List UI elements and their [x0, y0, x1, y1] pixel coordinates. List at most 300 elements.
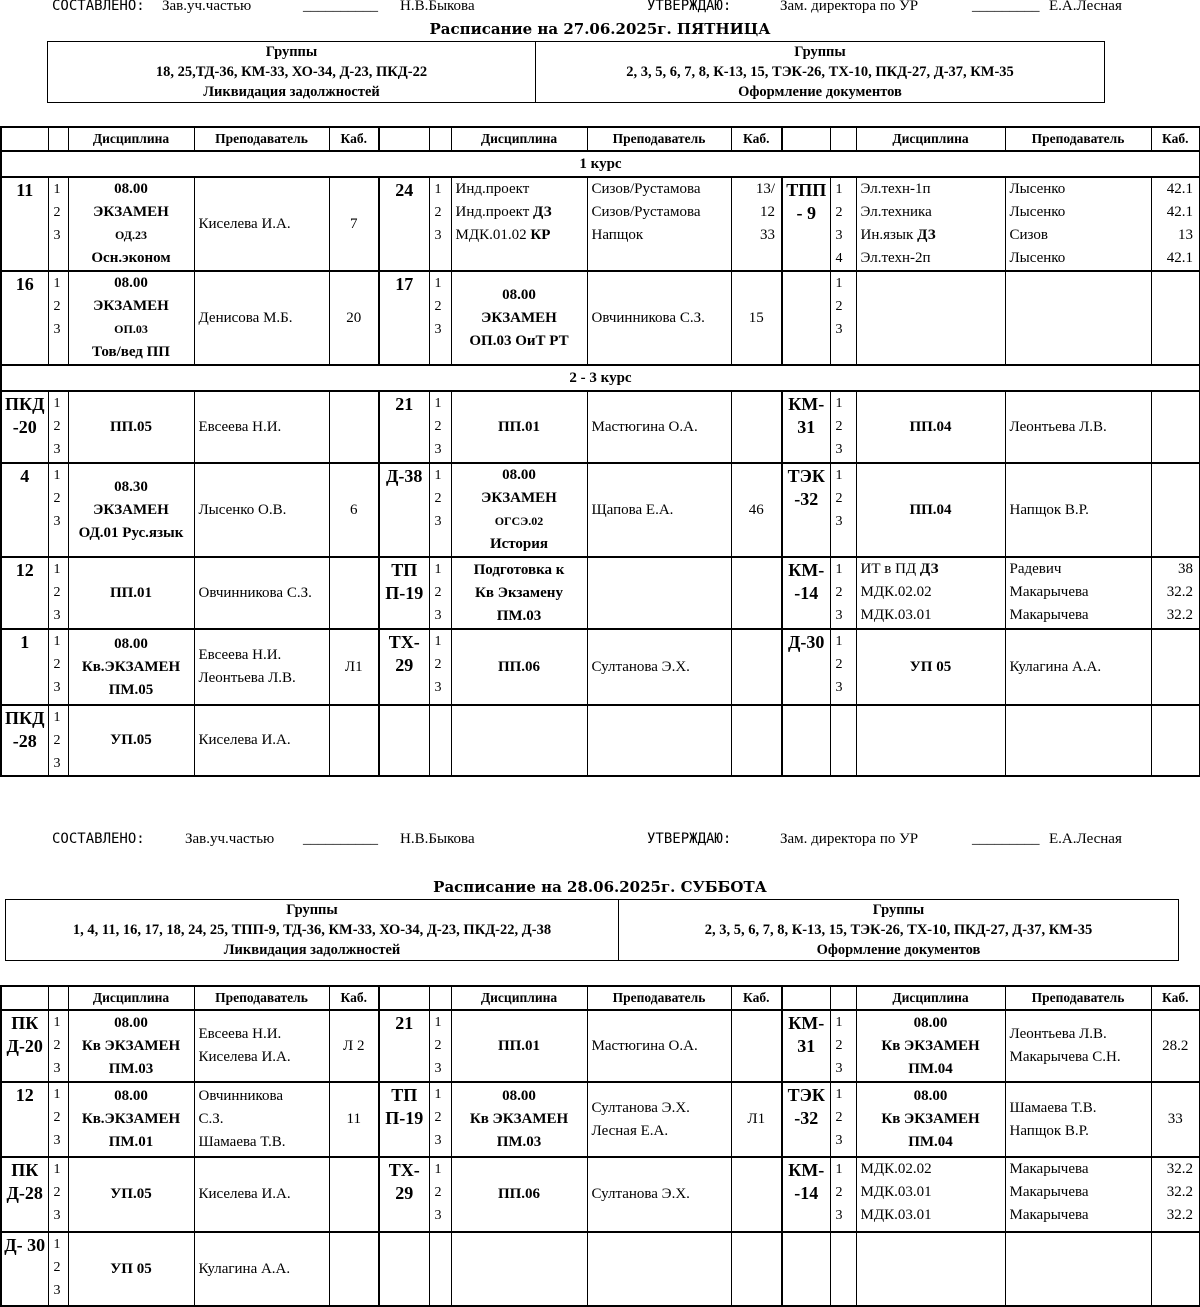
- group-code: 21: [379, 391, 429, 463]
- discipline-line: ЭКЗАМЕН: [93, 204, 169, 220]
- room: [1151, 391, 1200, 463]
- discipline-line: ОП.03 ОиТ РТ: [469, 332, 569, 349]
- discipline-line: Тов/вед ПП: [92, 344, 170, 360]
- teacher: [1005, 1010, 1151, 1082]
- room-line: 38: [1178, 561, 1193, 577]
- groups-left: [48, 42, 536, 103]
- group-code: ПКД -20: [1, 391, 48, 463]
- teacher: Мастюгина О.А.: [587, 1010, 731, 1082]
- discipline-line: ПП.04: [909, 501, 952, 518]
- teacher: [194, 1082, 329, 1157]
- discipline: [856, 1232, 1005, 1306]
- teacher-line: Макарычева: [1009, 1207, 1089, 1223]
- groups-left-note: Ликвидация задолжностей: [203, 84, 380, 100]
- room: 28.2: [1151, 1010, 1200, 1082]
- discipline-line: Эл.техн-1п: [860, 181, 931, 197]
- discipline: [856, 463, 1005, 557]
- group-code: ПК Д-20: [1, 1010, 48, 1082]
- header-group: [782, 127, 830, 151]
- group-code: ТП П-19: [379, 1082, 429, 1157]
- lesson-number: 3: [434, 514, 442, 529]
- discipline-line: Кв.ЭКЗАМЕН: [81, 658, 181, 675]
- lesson-numbers: [830, 391, 856, 463]
- header-room: Каб.: [1151, 127, 1200, 151]
- lesson-number: 1: [53, 1015, 61, 1030]
- teacher: [1005, 177, 1151, 271]
- lesson-number: 2: [434, 299, 442, 314]
- discipline-line: ПП.05: [109, 418, 153, 435]
- teacher-line: Киселева И.А.: [198, 1049, 291, 1065]
- discipline-line: ПМ.03: [108, 1060, 154, 1077]
- discipline: [451, 557, 587, 629]
- discipline: [451, 391, 587, 463]
- teacher-line: Шамаева Т.В.: [198, 1134, 286, 1150]
- header-room: Каб.: [329, 986, 379, 1010]
- lesson-numbers: [429, 1010, 451, 1082]
- saturday-body: [1, 1010, 1200, 1306]
- friday-signature-line: [0, 0, 1200, 20]
- friday-column-header: [1, 127, 1200, 151]
- lesson-number: 3: [835, 1061, 843, 1076]
- discipline-line: ПП.06: [497, 1186, 541, 1202]
- room: [731, 391, 782, 463]
- lesson-number: 2: [835, 657, 843, 672]
- lesson-numbers: [48, 177, 68, 271]
- teacher: [587, 1232, 731, 1306]
- teacher-line: Евсеева Н.И.: [198, 1026, 282, 1042]
- room: [1151, 1157, 1200, 1232]
- lesson-number: 2: [53, 1260, 61, 1275]
- lesson-numbers: [48, 629, 68, 705]
- room-line: 32.2: [1166, 1184, 1193, 1200]
- room: [731, 1157, 782, 1232]
- lesson-number: 3: [835, 680, 843, 695]
- lesson-number: 2: [434, 657, 442, 672]
- teacher-line: Макарычева: [1009, 1161, 1089, 1177]
- lesson-number: 1: [53, 468, 61, 483]
- course-2-heading: 2 - 3 курс: [1, 365, 1200, 391]
- lesson-number: 1: [53, 276, 61, 291]
- lesson-number: 3: [835, 608, 843, 623]
- room: Л 2: [329, 1010, 379, 1082]
- lesson-number: 1: [53, 1162, 61, 1177]
- header-discipline: Дисциплина: [451, 127, 587, 151]
- room: [731, 705, 782, 776]
- lesson-number: 1: [434, 1162, 442, 1177]
- discipline: [856, 557, 1005, 629]
- room: [329, 1232, 379, 1306]
- approve-underline: _________: [972, 831, 1040, 847]
- discipline-line: МДК.02.02: [860, 584, 932, 600]
- lesson-numbers: [48, 1232, 68, 1306]
- teacher-line: Радевич: [1009, 561, 1062, 577]
- header-group: [782, 986, 830, 1010]
- lesson-number: 3: [53, 228, 61, 243]
- saturday-groups-table: [5, 899, 1179, 961]
- lesson-number: 2: [434, 419, 442, 434]
- teacher: [587, 177, 731, 271]
- discipline-line: ИТ в ПД ДЗ: [860, 561, 939, 577]
- group-code: ТПП - 9: [782, 177, 830, 271]
- saturday-column-header: [1, 986, 1200, 1010]
- lesson-number: 2: [835, 491, 843, 506]
- discipline: [451, 1010, 587, 1082]
- course-1-heading: 1 курс: [1, 151, 1200, 177]
- group-code: 16: [1, 271, 48, 365]
- lesson-numbers: [830, 271, 856, 365]
- groups-left-label: Группы: [265, 44, 318, 60]
- room: [329, 557, 379, 629]
- discipline-line: ПМ.01: [108, 1134, 154, 1150]
- lesson-number: 2: [835, 419, 843, 434]
- lesson-number: 1: [835, 562, 843, 577]
- header-group: [1, 127, 48, 151]
- lesson-numbers: [429, 705, 451, 776]
- discipline-line: Кв Экзамену: [475, 584, 563, 601]
- discipline-line: 08.00: [502, 286, 536, 303]
- group-code: ТХ- 29: [379, 629, 429, 705]
- lesson-numbers: [429, 463, 451, 557]
- discipline-line: УП 05: [110, 1260, 152, 1277]
- schedule-row: [1, 271, 1200, 365]
- header-num: [830, 986, 856, 1010]
- lesson-number: 2: [434, 205, 442, 220]
- lesson-number: 1: [434, 562, 442, 577]
- approve-name: Е.А.Лесная: [1049, 831, 1122, 847]
- schedule-row: [1, 391, 1200, 463]
- lesson-number: 3: [434, 322, 442, 337]
- discipline: [856, 271, 1005, 365]
- friday-schedule-table: [0, 126, 1200, 777]
- discipline-line: ЭКЗАМЕН: [93, 501, 169, 518]
- room: [1151, 557, 1200, 629]
- lesson-number: 3: [53, 1133, 61, 1148]
- room: [1151, 1232, 1200, 1306]
- discipline-line: 08.00: [114, 635, 148, 652]
- discipline-line: ЭКЗАМЕН: [481, 490, 557, 506]
- room: [1151, 705, 1200, 776]
- group-code: 17: [379, 271, 429, 365]
- lesson-number: 3: [53, 1061, 61, 1076]
- lesson-number: 1: [835, 1015, 843, 1030]
- header-room: Каб.: [329, 127, 379, 151]
- room: 11: [329, 1082, 379, 1157]
- group-code: ПК Д-28: [1, 1157, 48, 1232]
- lesson-number: 3: [434, 228, 442, 243]
- discipline-line: 08.00: [913, 1088, 948, 1104]
- discipline: [68, 177, 194, 271]
- teacher-line: Султанова Э.Х.: [591, 1099, 690, 1116]
- teacher: Денисова М.Б.: [194, 271, 329, 365]
- lesson-numbers: [48, 705, 68, 776]
- group-code: [782, 705, 830, 776]
- discipline-line: ПМ.05: [108, 681, 154, 698]
- discipline-line: ПМ.03: [496, 1134, 542, 1150]
- header-room: Каб.: [731, 127, 782, 151]
- discipline-line: 08.00: [114, 181, 148, 197]
- discipline: [451, 271, 587, 365]
- approve-role: Зам. директора по УР: [780, 0, 919, 14]
- discipline: [68, 1157, 194, 1232]
- friday-title: Расписание на 27.06.2025г. ПЯТНИЦА: [429, 20, 771, 38]
- lesson-numbers: [429, 1157, 451, 1232]
- groups-right-label: Группы: [794, 44, 846, 60]
- lesson-number: 3: [434, 1061, 442, 1076]
- lesson-number: 2: [434, 1038, 442, 1053]
- header-group: [1, 986, 48, 1010]
- discipline-line: 08.00: [114, 275, 148, 291]
- lesson-number: 2: [835, 299, 843, 314]
- lesson-number: 2: [53, 205, 61, 220]
- discipline-line: УП.05: [110, 732, 152, 748]
- teacher: Леонтьева Л.В.: [1005, 391, 1151, 463]
- discipline: [68, 391, 194, 463]
- room-line: 42.1: [1166, 181, 1193, 197]
- room: Л1: [329, 629, 379, 705]
- compiled-label: СОСТАВЛЕНО:: [52, 0, 145, 14]
- discipline-line: Ин.язык ДЗ: [860, 227, 936, 243]
- teacher: Лысенко О.В.: [194, 463, 329, 557]
- lesson-number: 3: [434, 608, 442, 623]
- teacher: Напщок В.Р.: [1005, 463, 1151, 557]
- teacher: [587, 705, 731, 776]
- teacher-line: Сизов/Рустамова: [591, 181, 701, 197]
- lesson-number: 1: [835, 468, 843, 483]
- lesson-number: 2: [53, 657, 61, 672]
- discipline-line: ОГСЭ.02: [494, 514, 544, 528]
- lesson-number: 3: [434, 1208, 442, 1223]
- groups-left: [6, 900, 619, 961]
- discipline-line: ЭКЗАМЕН: [93, 298, 169, 314]
- lesson-number: 1: [53, 396, 61, 411]
- discipline-line: ПМ.04: [908, 1134, 953, 1150]
- discipline: [68, 463, 194, 557]
- lesson-number: 2: [835, 1110, 843, 1125]
- discipline-line: ПП.01: [109, 584, 153, 601]
- group-code: [379, 705, 429, 776]
- discipline-line: УП 05: [909, 658, 952, 675]
- approve-label: УТВЕРЖДАЮ:: [647, 831, 732, 847]
- compiled-role: Зав.уч.частью: [185, 831, 275, 847]
- lesson-number: 1: [835, 1087, 843, 1102]
- teacher: [587, 557, 731, 629]
- lesson-numbers: [48, 1082, 68, 1157]
- lesson-number: 1: [53, 1237, 61, 1252]
- teacher: Кулагина А.А.: [194, 1232, 329, 1306]
- schedule-row: [1, 705, 1200, 776]
- approve-label: УТВЕРЖДАЮ:: [647, 0, 732, 14]
- room-line: 42.1: [1166, 250, 1193, 266]
- lesson-number: 2: [53, 1110, 61, 1125]
- teacher: [194, 629, 329, 705]
- group-code: 4: [1, 463, 48, 557]
- compiled-underline: __________: [303, 831, 378, 847]
- discipline-line: ПМ.03: [496, 607, 542, 624]
- teacher: [1005, 1157, 1151, 1232]
- teacher: [1005, 557, 1151, 629]
- groups-right: [619, 900, 1179, 961]
- course-2-heading-row: [1, 365, 1200, 391]
- lesson-numbers: [429, 629, 451, 705]
- room: 20: [329, 271, 379, 365]
- groups-right-note: Оформление документов: [816, 942, 981, 958]
- discipline-line: 08.00: [114, 1088, 148, 1104]
- discipline-line: Подготовка к: [473, 561, 565, 578]
- teacher: Киселева И.А.: [194, 1157, 329, 1232]
- lesson-number: 2: [53, 491, 61, 506]
- schedule-row: [1, 1232, 1200, 1306]
- discipline-line: МДК.01.02 КР: [455, 227, 551, 243]
- teacher-line: Лысенко: [1009, 181, 1066, 197]
- discipline-line: МДК.03.01: [860, 1207, 932, 1223]
- room: [1151, 177, 1200, 271]
- teacher: Султанова Э.Х.: [587, 629, 731, 705]
- group-code: [782, 271, 830, 365]
- lesson-number: 2: [835, 1038, 843, 1053]
- lesson-numbers: [48, 463, 68, 557]
- lesson-number: 2: [434, 1110, 442, 1125]
- discipline-mark: ДЗ: [919, 561, 939, 577]
- room: 6: [329, 463, 379, 557]
- compiled-underline: __________: [303, 0, 378, 14]
- lesson-number: 3: [53, 1208, 61, 1223]
- lesson-number: 3: [53, 680, 61, 695]
- discipline-line: 08.30: [114, 478, 148, 495]
- lesson-numbers: [830, 1082, 856, 1157]
- lesson-numbers: [48, 1157, 68, 1232]
- schedule-row: [1, 1082, 1200, 1157]
- lesson-number: 1: [835, 1162, 843, 1177]
- lesson-number: 2: [835, 205, 843, 220]
- lesson-number: 1: [53, 562, 61, 577]
- lesson-number: 2: [434, 1185, 442, 1200]
- discipline: [856, 1157, 1005, 1232]
- lesson-number: 3: [53, 442, 61, 457]
- group-code: 24: [379, 177, 429, 271]
- discipline-line: ОД.01 Рус.язык: [78, 524, 184, 541]
- discipline-line: ОД.23: [115, 228, 147, 242]
- schedule-row: [1, 629, 1200, 705]
- lesson-numbers: [429, 177, 451, 271]
- schedule-row: [1, 463, 1200, 557]
- saturday-schedule-table: [0, 985, 1200, 1307]
- header-teacher: Преподаватель: [1005, 986, 1151, 1010]
- discipline-line: Кв ЭКЗАМЕН: [881, 1111, 980, 1127]
- approve-role: Зам. директора по УР: [780, 831, 919, 847]
- teacher: Овчинникова С.З.: [587, 271, 731, 365]
- teacher: Султанова Э.Х.: [587, 1157, 731, 1232]
- discipline-line: Кв ЭКЗАМЕН: [881, 1037, 980, 1054]
- lesson-number: 1: [434, 1015, 442, 1030]
- discipline: [856, 705, 1005, 776]
- discipline-line: 08.00: [502, 1088, 536, 1104]
- header-teacher: Преподаватель: [587, 986, 731, 1010]
- lesson-number: 2: [835, 1185, 843, 1200]
- teacher-line: Лысенко: [1009, 250, 1066, 266]
- lesson-numbers: [830, 1232, 856, 1306]
- friday-course-1-body: [1, 177, 1200, 365]
- approve-underline: _________: [972, 0, 1040, 14]
- room: [329, 391, 379, 463]
- teacher: Евсеева Н.И.: [194, 391, 329, 463]
- teacher: Кулагина А.А.: [1005, 629, 1151, 705]
- lesson-number: 3: [53, 322, 61, 337]
- group-code: ПКД -28: [1, 705, 48, 776]
- room: [329, 1157, 379, 1232]
- lesson-number: 2: [53, 733, 61, 748]
- header-group: [379, 986, 429, 1010]
- group-code: ТХ- 29: [379, 1157, 429, 1232]
- room: 33: [1151, 1082, 1200, 1157]
- header-num: [48, 986, 68, 1010]
- teacher: [1005, 1082, 1151, 1157]
- compiled-role: Зав.уч.частью: [162, 0, 252, 14]
- lesson-number: 1: [434, 276, 442, 291]
- teacher: [1005, 705, 1151, 776]
- lesson-numbers: [830, 1010, 856, 1082]
- teacher-line: Макарычева С.Н.: [1009, 1049, 1121, 1065]
- lesson-number: 1: [835, 182, 843, 197]
- lesson-numbers: [48, 391, 68, 463]
- lesson-number: 1: [434, 396, 442, 411]
- lesson-number: 1: [434, 468, 442, 483]
- lesson-number: 1: [434, 634, 442, 649]
- room: [731, 1010, 782, 1082]
- approve-name: Е.А.Лесная: [1049, 0, 1122, 14]
- discipline: [856, 177, 1005, 271]
- teacher: [587, 1082, 731, 1157]
- header-discipline: Дисциплина: [68, 986, 194, 1010]
- header-discipline: Дисциплина: [68, 127, 194, 151]
- lesson-numbers: [830, 1157, 856, 1232]
- group-code: [782, 1232, 830, 1306]
- room: [731, 177, 782, 271]
- schedule-row: [1, 1010, 1200, 1082]
- discipline-line: 08.00: [502, 467, 536, 483]
- teacher: [194, 1010, 329, 1082]
- room: 7: [329, 177, 379, 271]
- lesson-number: 1: [835, 634, 843, 649]
- header-room: Каб.: [731, 986, 782, 1010]
- room: [1151, 271, 1200, 365]
- friday-course-2-body: [1, 391, 1200, 776]
- lesson-numbers: [830, 705, 856, 776]
- teacher-line: Сизов: [1009, 227, 1048, 243]
- group-code: Д-38: [379, 463, 429, 557]
- lesson-number: 1: [835, 276, 843, 291]
- group-code: 12: [1, 1082, 48, 1157]
- discipline-line: ПП.01: [497, 418, 541, 435]
- header-num: [48, 127, 68, 151]
- lesson-number: 3: [835, 514, 843, 529]
- group-code: КМ- -14: [782, 557, 830, 629]
- room: [1151, 629, 1200, 705]
- discipline: [856, 629, 1005, 705]
- teacher-line: Лесная Е.А.: [591, 1122, 669, 1139]
- header-teacher: Преподаватель: [194, 986, 329, 1010]
- group-code: [379, 1232, 429, 1306]
- lesson-numbers: [830, 177, 856, 271]
- lesson-number: 3: [53, 608, 61, 623]
- room: [1151, 463, 1200, 557]
- discipline-line: Кв ЭКЗАМЕН: [81, 1037, 181, 1054]
- lesson-number: 2: [434, 491, 442, 506]
- lesson-number: 3: [53, 514, 61, 529]
- groups-right: [536, 42, 1105, 103]
- lesson-numbers: [429, 271, 451, 365]
- groups-right-list: 2, 3, 5, 6, 7, 8, К-13, 15, ТЭК-26, ТХ-10, ПКД-27, Д-37, КМ-35: [704, 922, 1093, 938]
- discipline: [68, 271, 194, 365]
